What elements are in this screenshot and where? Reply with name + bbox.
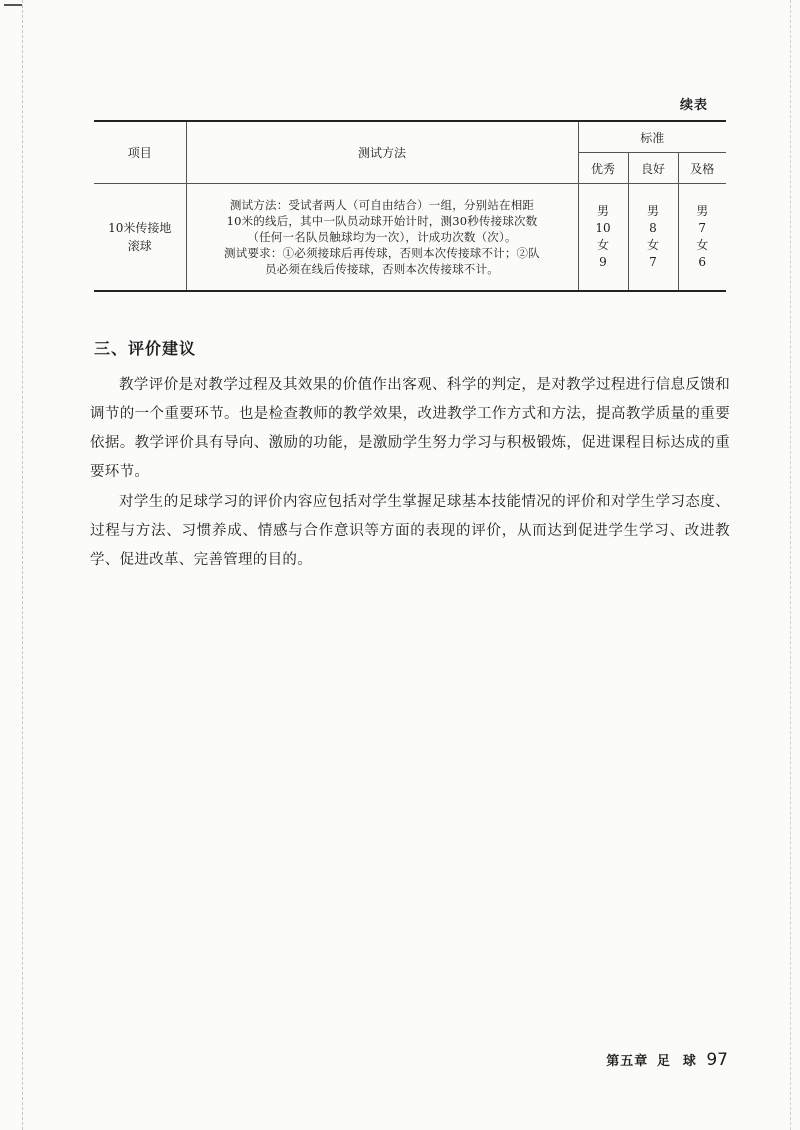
female-value: 6 [698,255,707,269]
body-paragraph: 对学生的足球学习的评价内容应包括对学生掌握足球基本技能情况的评价和对学生学习态度、过程与方法、习惯养成、情感与合作意识等方面的表现的评价，从而达到促进学生学习、改进教学、促进改革、完善管理的目的。 [90,494,730,568]
method-line: （任何一名队员触球均为一次），计成功次数（次）。 [247,230,517,244]
male-value: 10 [595,221,611,235]
continued-label: 续表 [680,98,709,113]
body-paragraph: 教学评价是对教学过程及其效果的价值作出客观、科学的判定，是对教学过程进行信息反馈和调节的一个重要环节。也是检查教师的教学效果，改进教学工作方式和方法，提高教学质量的重要依据。教学评价具有导向、激励的功能，是激励学生努力学习与积极锻炼，促进课程目标达成的重要环节。 [90,377,730,480]
column-header-method: 测试方法 [186,121,578,184]
cell-excellent [578,184,628,292]
female-label: 女 [696,238,709,252]
cell-pass [678,184,726,292]
cell-good [628,184,678,292]
item-line: 滚球 [127,239,152,253]
column-header-pass: 及格 [678,153,726,184]
method-line: 10米的线后，其中一队员动球开始计时，测30秒传接球次数 [226,214,538,228]
female-value: 9 [599,255,607,269]
page-footer [606,1050,728,1070]
male-label: 男 [646,204,659,218]
table-row [94,184,726,292]
test-standard-table [94,120,726,292]
female-label: 女 [596,238,609,252]
column-header-item: 项目 [94,121,186,184]
method-line: 员必须在线后传接球，否则本次传接球不计。 [265,262,499,276]
column-header-good: 良好 [628,153,678,184]
page-number: 97 [706,1050,728,1070]
male-label: 男 [596,204,609,218]
table-header-row [94,121,726,153]
female-label: 女 [646,238,659,252]
column-header-standard: 标准 [578,121,726,153]
item-line: 10米传接地 [108,221,172,235]
male-value: 8 [649,221,657,235]
female-value: 7 [649,255,657,269]
cell-method [186,184,578,292]
column-header-excellent: 优秀 [578,153,628,184]
male-value: 7 [698,221,707,235]
footer-title: 足 球 [656,1054,696,1069]
section-heading: 三、评价建议 [94,339,197,358]
scan-corner-mark [4,4,22,12]
cell-item [94,184,186,292]
scan-left-edge [22,0,24,1130]
method-line: 测试要求：①必须接球后再传球，否则本次传接球不计；②队 [224,246,540,260]
method-line: 测试方法：受试者两人（可自由结合）一组，分别站在相距 [229,198,535,212]
male-label: 男 [696,204,709,218]
scan-right-edge [790,0,792,1130]
footer-chapter: 第五章 [606,1054,649,1069]
